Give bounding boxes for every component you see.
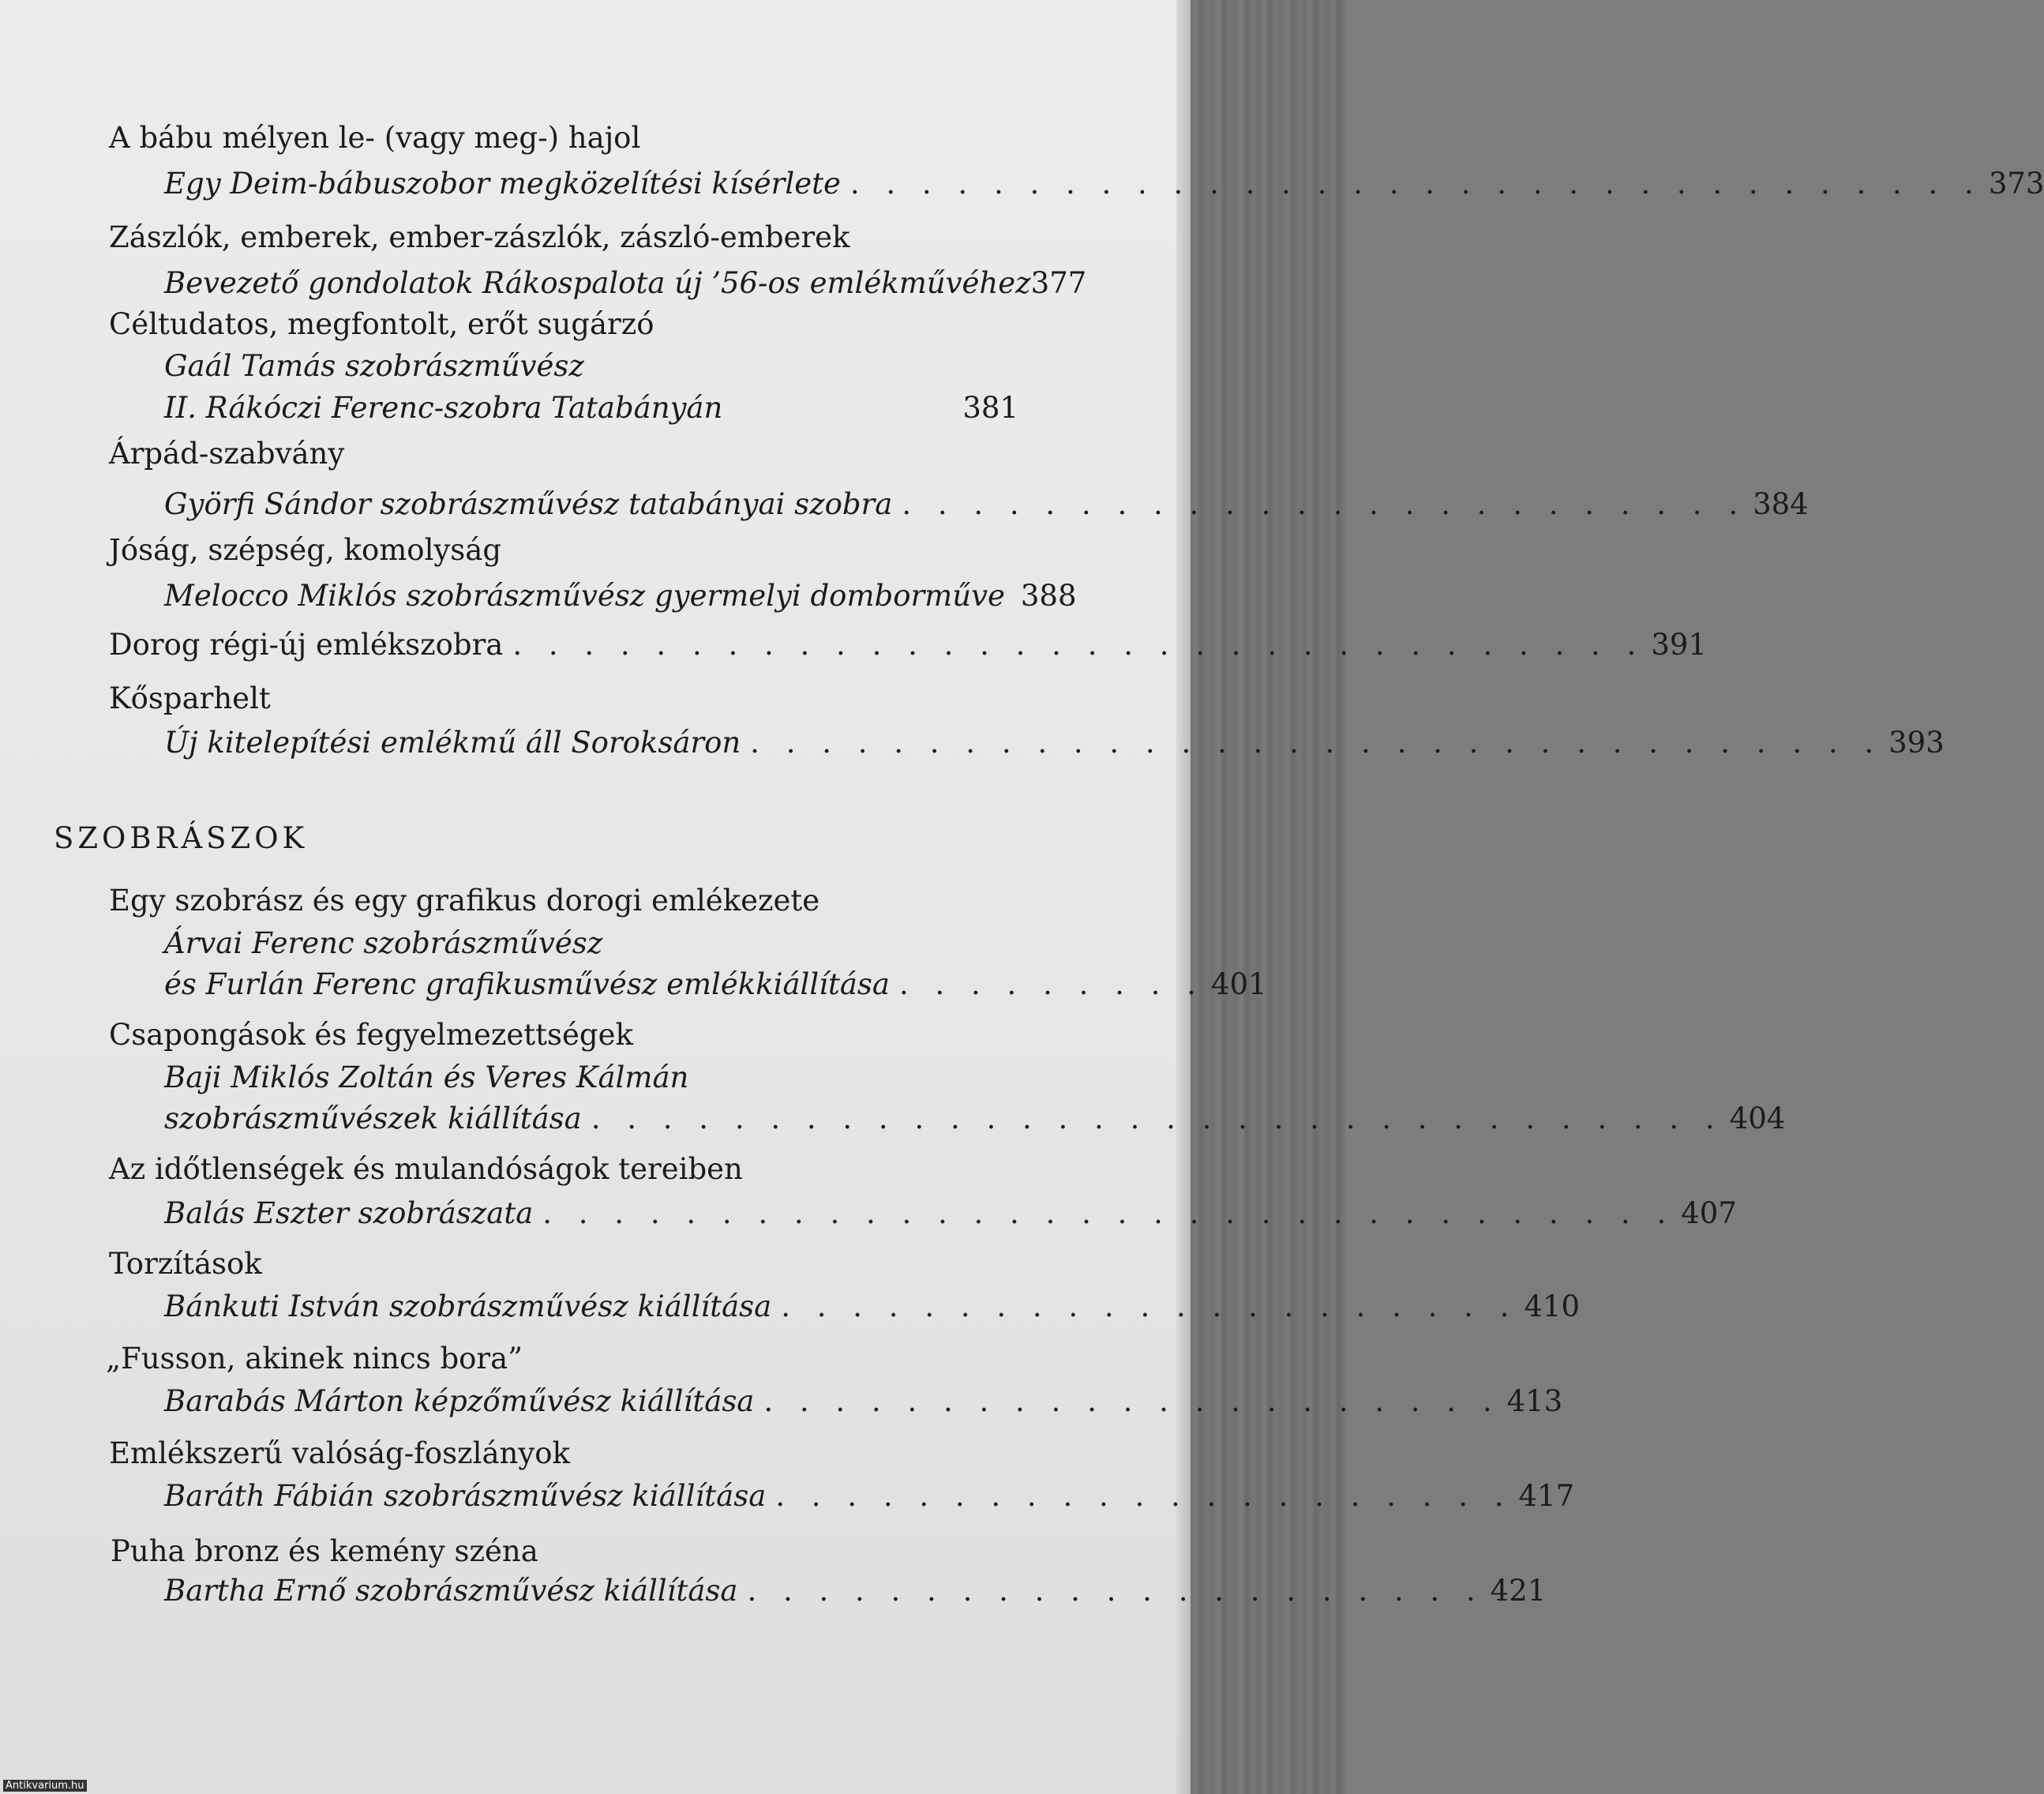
toc-entry-title: Egy szobrász és egy grafikus dorogi emlékezete [109, 884, 820, 918]
toc-entry-line: és Furlán Ferenc grafikusművész emlékkiállítása . . . . . . . . . 401 [164, 967, 1267, 1001]
toc-entry-title: Árpád-szabvány [109, 437, 345, 471]
toc-entry-line: Árvai Ferenc szobrászművész [164, 926, 603, 960]
toc-entry-line: Bevezető gondolatok Rákospalota új ’56-os emlékművéhez 377 [164, 266, 1087, 300]
section-heading: SZOBRÁSZOK [54, 821, 309, 855]
toc-entry-line: Bartha Ernő szobrászművész kiállítása . . . . . . . . . . . . . . . . . . . . . 421 [164, 1574, 1547, 1608]
page-number: 384 [1753, 487, 1809, 521]
page-number: 373 [1988, 167, 2044, 201]
toc-entry-line: Gaál Tamás szobrászművész [164, 349, 584, 383]
toc-entry-title: Torzítások [109, 1247, 262, 1281]
page-number: 421 [1490, 1574, 1547, 1608]
toc-entry-title: Céltudatos, megfontolt, erőt sugárzó [109, 307, 654, 341]
wood-background [1191, 0, 1345, 1794]
toc-entry-line: Bánkuti István szobrászművész kiállítása . . . . . . . . . . . . . . . . . . . . . 410 [164, 1289, 1581, 1323]
toc-entry-title: „Fusson, akinek nincs bora” [106, 1342, 523, 1376]
page-number: 377 [1030, 266, 1087, 300]
toc-entry-line: Barabás Márton képzőművész kiállítása . . . . . . . . . . . . . . . . . . . . . 413 [164, 1384, 1563, 1418]
toc-entry-title: Az időtlenségek és mulandóságok tereiben [109, 1152, 743, 1186]
page-number: 401 [1210, 967, 1267, 1001]
page-number: 381 [962, 391, 1018, 425]
toc-entry-line: Egy Deim-bábuszobor megközelítési kísérlete . . . . . . . . . . . . . . . . . . . . . . . . . . . . . . . . 373 [164, 167, 2044, 201]
toc-entry-line: Melocco Miklós szobrászművész gyermelyi domborműve 388 [164, 579, 1077, 613]
toc-entry-title: Puha bronz és kemény széna [111, 1534, 538, 1568]
toc-entry-line: II. Rákóczi Ferenc-szobra Tatabányán 381 [164, 391, 1018, 425]
page-number: 417 [1518, 1479, 1575, 1513]
toc-entry-title: Zászlók, emberek, ember-zászlók, zászló-emberek [109, 220, 850, 254]
toc-entry-title: Csapongások és fegyelmezettségek [109, 1018, 633, 1052]
toc-entry-title: Kősparhelt [109, 681, 271, 715]
toc-entry-line: Balás Eszter szobrászata . . . . . . . . . . . . . . . . . . . . . . . . . . . . . . . . 407 [164, 1196, 1737, 1230]
page-number: 410 [1524, 1289, 1581, 1323]
toc-entry-line: Baji Miklós Zoltán és Veres Kálmán [164, 1060, 689, 1094]
toc-entry-title: Dorog régi-új emlékszobra [109, 628, 504, 662]
toc-entry-line: Dorog régi-új emlékszobra . . . . . . . . . . . . . . . . . . . . . . . . . . . . . . . . 391 [109, 628, 1707, 662]
page-number: 413 [1506, 1384, 1563, 1418]
page-number: 388 [1020, 579, 1077, 613]
page-number: 393 [1888, 726, 1945, 760]
toc-entry-line: Györfi Sándor szobrászművész tatabányai szobra . . . . . . . . . . . . . . . . . . . . . . . . 384 [164, 487, 1809, 521]
toc-entry-title: A bábu mélyen le- (vagy meg-) hajol [109, 121, 641, 155]
page-number: 407 [1681, 1196, 1737, 1230]
toc-entry-line: szobrászművészek kiállítása . . . . . . . . . . . . . . . . . . . . . . . . . . . . . . . . 404 [164, 1102, 1786, 1135]
page-number: 391 [1651, 628, 1707, 662]
toc-entry-line: Új kitelepítési emlékmű áll Soroksáron . . . . . . . . . . . . . . . . . . . . . . . . . . . . . . . . 393 [164, 726, 1945, 760]
watermark: Antikvarium.hu [3, 1780, 87, 1792]
toc-entry-title: Jóság, szépség, komolyság [109, 533, 502, 567]
page-number: 404 [1729, 1102, 1786, 1135]
page-edge [1176, 0, 1191, 1794]
toc-entry-title: Emlékszerű valóság-foszlányok [109, 1436, 570, 1470]
toc-entry-line: Baráth Fábián szobrászművész kiállítása . . . . . . . . . . . . . . . . . . . . . 417 [164, 1479, 1575, 1513]
